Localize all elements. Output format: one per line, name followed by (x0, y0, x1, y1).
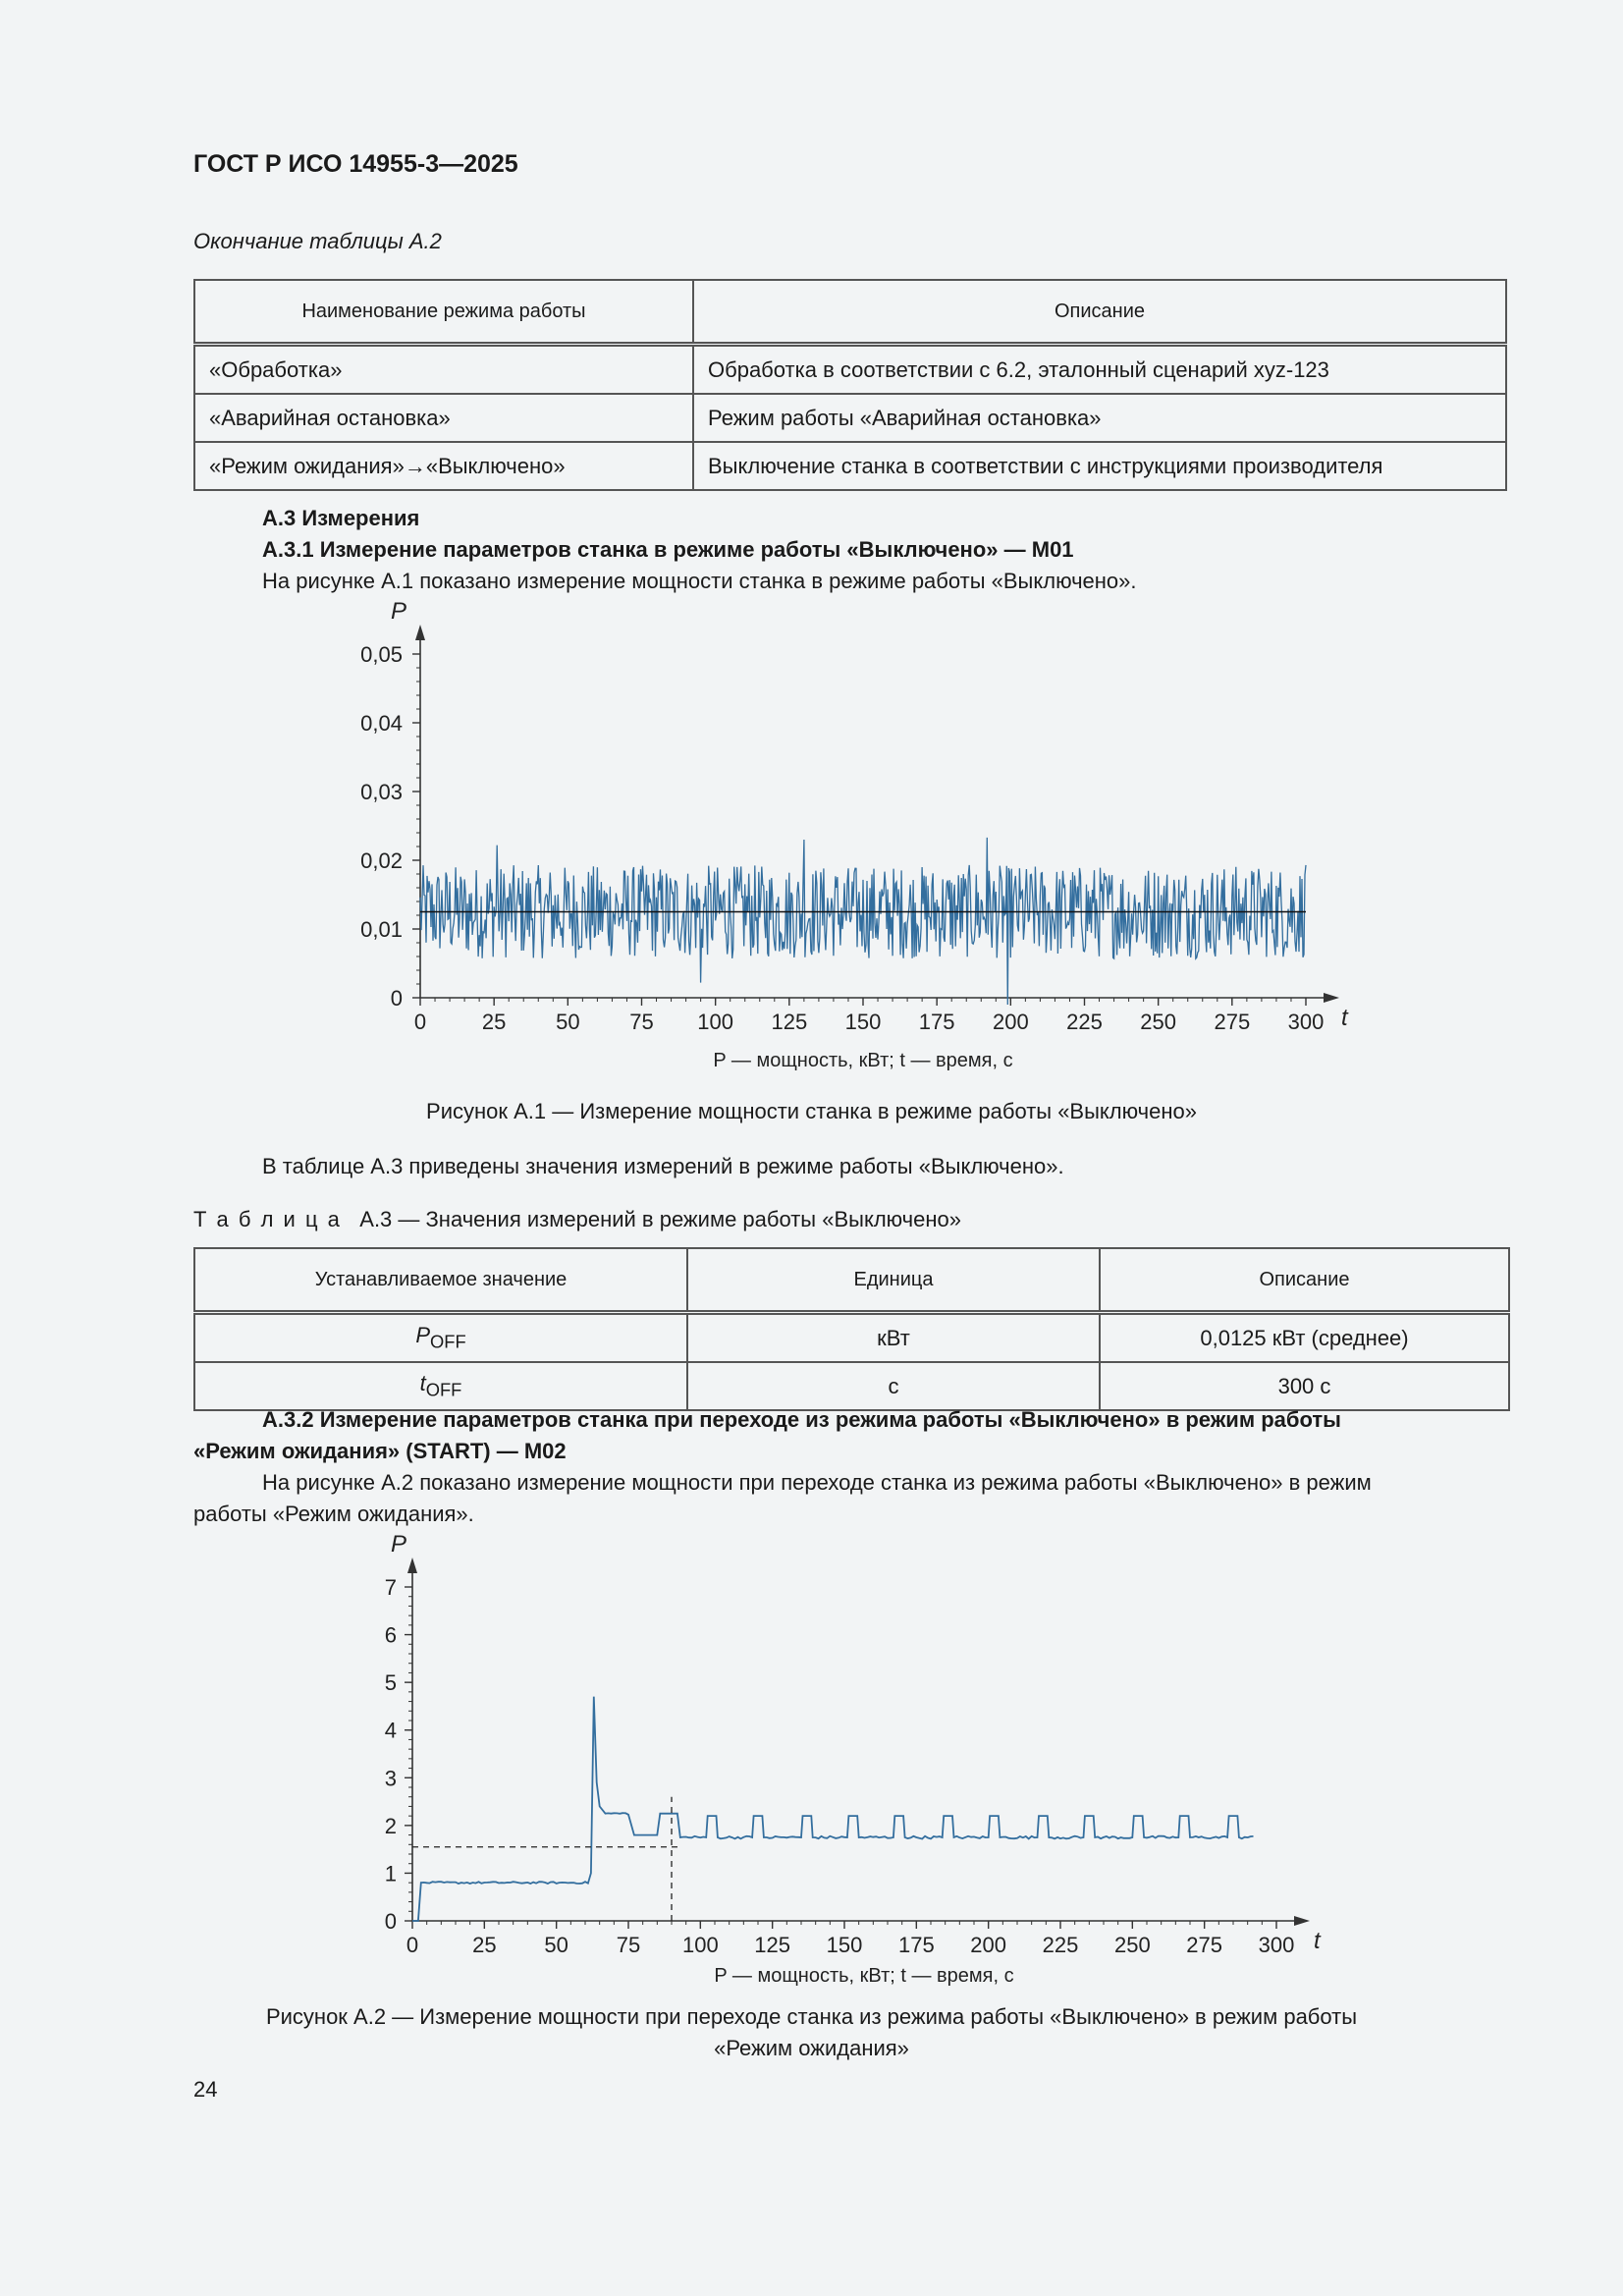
table-cell: кВт (687, 1313, 1100, 1363)
section-a31-title: А.3.1 Измерение параметров станка в режиме работы «Выключено» — М01 (262, 537, 1074, 562)
y-axis-label: P (391, 598, 407, 625)
figure-a2-caption-2: «Режим ожидания» (714, 2036, 909, 2060)
section-a3-title: А.3 Измерения (262, 506, 420, 530)
table-a2-header-desc: Описание (693, 280, 1506, 345)
subscript: OFF (430, 1331, 466, 1352)
y-axis-arrow (407, 1558, 417, 1573)
y-tick-label: 0,02 (360, 848, 403, 873)
table-a3-label: Т а б л и ц а (193, 1207, 342, 1231)
x-tick-label: 175 (918, 1010, 955, 1034)
chart-legend-text: P — мощность, кВт; t — время, с (713, 1050, 1013, 1071)
x-tick-label: 25 (472, 1933, 497, 1957)
section-a31-text: На рисунке А.1 показано измерение мощности станка в режиме работы «Выключено». (262, 569, 1137, 593)
table-cell: Выключение станка в соответствии с инструкциями производителя (693, 442, 1506, 490)
y-tick-label: 7 (384, 1575, 397, 1600)
x-tick-label: 0 (413, 1010, 427, 1034)
y-axis-label: P (391, 1531, 407, 1558)
table-a2-header-mode: Наименование режима работы (194, 280, 693, 345)
table-a3-intro: В таблице А.3 приведены значения измерений в режиме работы «Выключено». (262, 1154, 1064, 1178)
x-tick-label: 225 (1042, 1933, 1079, 1957)
y-tick-label: 2 (384, 1813, 397, 1838)
x-tick-label: 75 (629, 1010, 654, 1034)
table-row (194, 345, 1506, 395)
subscript: OFF (425, 1379, 462, 1400)
section-a32-text-1: На рисунке А.2 показано измерение мощности при переходе станка из режима работы «Выключено» в режим (262, 1470, 1372, 1495)
x-axis-label: t (1314, 1928, 1321, 1954)
figure-a2-caption-1: Рисунок А.2 — Измерение мощности при переходе станка из режима работы «Выключено» в режим работы (265, 2004, 1358, 2029)
x-tick-label: 200 (992, 1010, 1029, 1034)
y-tick-label: 6 (384, 1622, 397, 1648)
table-cell: «Аварийная остановка» (194, 394, 693, 442)
x-tick-label: 50 (544, 1933, 568, 1957)
y-tick-label: 0,01 (360, 917, 403, 942)
x-tick-label: 25 (481, 1010, 507, 1034)
table-a3-header-value: Устанавливаемое значение (194, 1248, 687, 1313)
page-header: ГОСТ Р ИСО 14955-3—2025 (193, 150, 518, 178)
section-a32-title-2: «Режим ожидания» (START) — М02 (193, 1439, 567, 1463)
x-tick-label: 100 (681, 1933, 719, 1957)
figure-a1-chart (334, 595, 1365, 1076)
table-cell (194, 1313, 687, 1363)
x-tick-label: 200 (970, 1933, 1007, 1957)
table-cell: с (687, 1362, 1100, 1410)
x-tick-label: 100 (697, 1010, 734, 1034)
chart-legend-text: P — мощность, кВт; t — время, с (714, 1965, 1014, 1987)
y-tick-label: 0,05 (360, 642, 403, 667)
y-tick-label: 3 (384, 1766, 397, 1791)
table-row (194, 394, 1506, 442)
symbol: t (419, 1371, 426, 1396)
section-a32-text-2: работы «Режим ожидания». (193, 1502, 474, 1526)
table-row (194, 442, 1506, 490)
y-tick-label: 5 (384, 1670, 397, 1696)
table-cell: 300 с (1100, 1362, 1509, 1410)
symbol: P (415, 1323, 431, 1348)
y-tick-label: 0 (384, 1909, 397, 1934)
x-tick-label: 125 (754, 1933, 791, 1957)
series-line (420, 838, 1306, 1005)
x-tick-label: 250 (1113, 1933, 1151, 1957)
x-axis-label: t (1341, 1005, 1348, 1031)
x-tick-label: 275 (1186, 1933, 1223, 1957)
x-axis-arrow (1324, 993, 1339, 1003)
series-line (412, 1697, 1254, 1921)
x-tick-label: 175 (897, 1933, 935, 1957)
page-number: 24 (193, 2077, 218, 2102)
x-tick-label: 275 (1214, 1010, 1251, 1034)
table-cell: 0,0125 кВт (среднее) (1100, 1313, 1509, 1363)
x-tick-label: 250 (1140, 1010, 1177, 1034)
x-tick-label: 75 (616, 1933, 641, 1957)
x-tick-label: 150 (844, 1010, 882, 1034)
x-tick-label: 125 (771, 1010, 808, 1034)
table-cell: «Обработка» (194, 345, 693, 395)
table-a3-title-text: А.3 — Значения измерений в режиме работы «Выключено» (359, 1207, 961, 1231)
figure-a1-caption: Рисунок А.1 — Измерение мощности станка в режиме работы «Выключено» (426, 1099, 1197, 1123)
table-a3-title (193, 1204, 961, 1234)
y-tick-label: 0 (390, 986, 403, 1011)
table-a3 (193, 1247, 1510, 1411)
table-a2 (193, 279, 1507, 491)
y-tick-label: 4 (384, 1718, 397, 1743)
x-tick-label: 300 (1287, 1010, 1325, 1034)
y-tick-label: 0,04 (360, 711, 403, 736)
y-axis-arrow (415, 625, 425, 640)
y-tick-label: 0,03 (360, 780, 403, 804)
table-row (194, 1362, 1509, 1410)
x-axis-arrow (1294, 1916, 1310, 1926)
y-tick-label: 1 (384, 1861, 397, 1886)
table-a3-header-desc: Описание (1100, 1248, 1509, 1313)
table-cell: «Режим ожидания»→«Выключено» (194, 442, 693, 490)
table-cell (194, 1362, 687, 1410)
table-cell: Обработка в соответствии с 6.2, эталонный сценарий xyz-123 (693, 345, 1506, 395)
table-a2-caption: Окончание таблицы А.2 (193, 229, 442, 253)
x-tick-label: 150 (826, 1933, 863, 1957)
section-a32-title-1: А.3.2 Измерение параметров станка при переходе из режима работы «Выключено» в режим работы (262, 1407, 1341, 1432)
table-a3-header-unit: Единица (687, 1248, 1100, 1313)
x-tick-label: 0 (406, 1933, 419, 1957)
table-cell: Режим работы «Аварийная остановка» (693, 394, 1506, 442)
x-tick-label: 300 (1258, 1933, 1295, 1957)
table-row (194, 1313, 1509, 1363)
x-tick-label: 225 (1066, 1010, 1103, 1034)
figure-a2-chart (334, 1528, 1365, 2009)
x-tick-label: 50 (556, 1010, 580, 1034)
